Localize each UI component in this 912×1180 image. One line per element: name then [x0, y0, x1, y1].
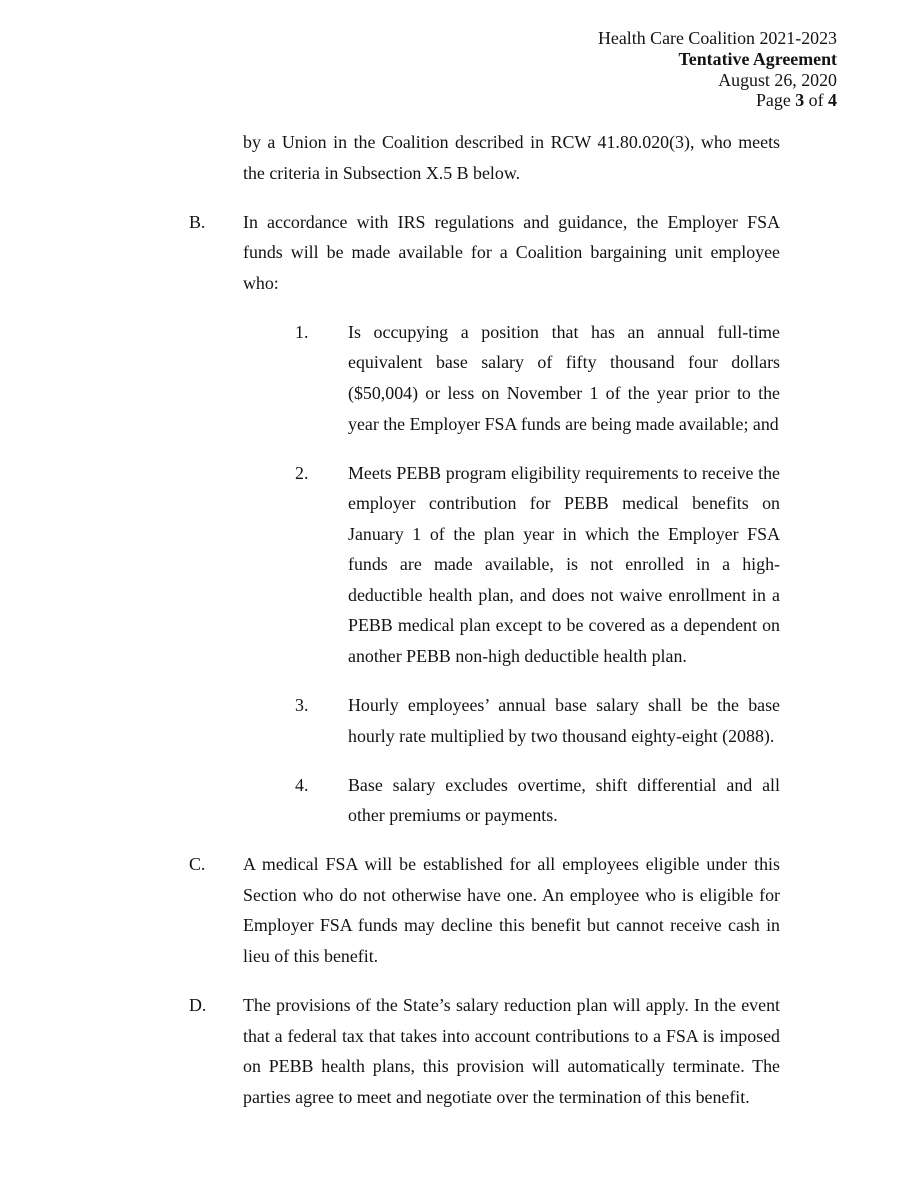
- section-label: B.: [189, 211, 206, 232]
- item-text: Meets PEBB program eligibility requirements to receive the employer contribution for PEBB medical benefits on January 1 of the plan year in which the Employer FSA funds are made available, is not enrolled in a high-deductible health plan, and does not waive enrollment in a PEBB medical plan except to be covered as a dependent on another PEBB non-high deductible health plan.: [348, 462, 780, 667]
- list-item-1: [189, 317, 780, 439]
- item-number: 2.: [295, 462, 309, 483]
- item-number: 3.: [295, 695, 309, 716]
- header-page-number: [598, 90, 837, 111]
- section-b: [189, 207, 780, 299]
- list-item-3: [189, 690, 780, 751]
- section-text: In accordance with IRS regulations and guidance, the Employer FSA funds will be made available for a Coalition bargaining unit employee who:: [243, 211, 780, 293]
- section-text: A medical FSA will be established for all employees eligible under this Section who do not otherwise have one. An employee who is eligible for Employer FSA funds may decline this benefit but cannot receive cash in lieu of this benefit.: [243, 854, 780, 966]
- section-text: The provisions of the State’s salary reduction plan will apply. In the event that a federal tax that takes into account contributions to a FSA is imposed on PEBB health plans, this provision will automatically terminate. The parties agree to meet and negotiate over the termination of this benefit.: [243, 994, 780, 1107]
- item-text: Base salary excludes overtime, shift differential and all other premiums or payments.: [348, 774, 780, 826]
- page-of-label: of: [804, 90, 829, 111]
- list-item-2: [189, 458, 780, 672]
- section-label: D.: [189, 994, 207, 1015]
- page-total-value: 4: [828, 90, 837, 111]
- header-subtitle: Tentative Agreement: [678, 48, 837, 69]
- page-label: Page: [755, 90, 796, 111]
- page-number-value: 3: [795, 90, 805, 111]
- header-title: Health Care Coalition 2021-2023: [598, 28, 837, 48]
- item-text: Hourly employees’ annual base salary shall be the base hourly rate multiplied by two thousand eighty-eight (2088).: [348, 695, 780, 746]
- document-header: [598, 28, 837, 111]
- item-text: Is occupying a position that has an annual full-time equivalent base salary of fifty thousand four dollars ($50,004) or less on November 1 of the year prior to the year the Employer FSA funds are being made available; and: [348, 321, 780, 434]
- section-c: [189, 849, 780, 971]
- list-item-4: [189, 770, 780, 831]
- section-label: C.: [189, 854, 206, 875]
- header-date: August 26, 2020: [718, 69, 837, 90]
- item-number: 4.: [295, 774, 309, 795]
- section-d: [189, 990, 780, 1112]
- document-body: [189, 127, 780, 1131]
- item-number: 1.: [295, 321, 309, 342]
- paragraph-continuation: by a Union in the Coalition described in RCW 41.80.020(3), who meets the criteria in Subsection X.5 B below.: [243, 132, 780, 183]
